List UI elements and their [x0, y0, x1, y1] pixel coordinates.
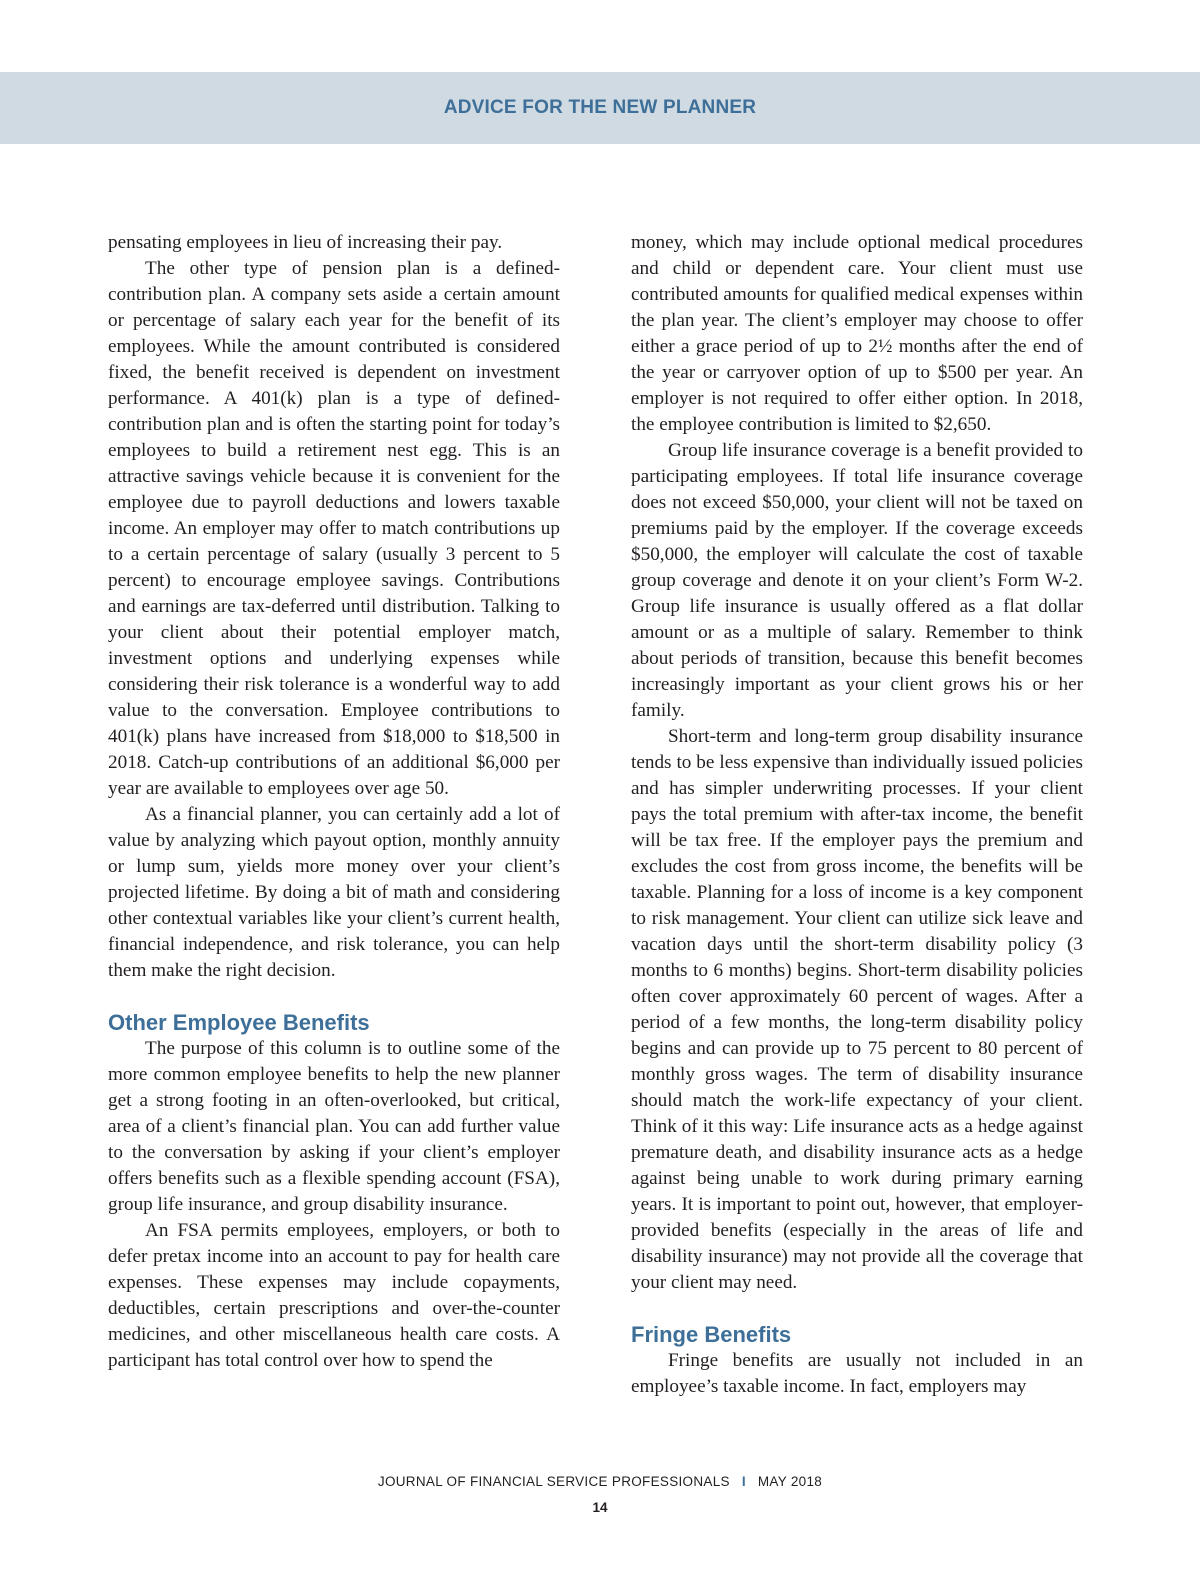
subheading-other-employee-benefits: Other Employee Benefits	[108, 1010, 370, 1035]
page-number: 14	[592, 1500, 608, 1515]
paragraph: money, which may include optional medical procedures and child or dependent care. Your client must use contributed amounts for qualified medical expenses within the plan year. The client’s employer may choose to offer either a grace period of up to 2½ months after the end of the year or carryover option of up to $500 per year. An employer is not required to offer either option. In 2018, the employee contribution is limited to $2,650.	[631, 232, 1083, 435]
footer-separator: I	[741, 1474, 746, 1489]
paragraph: Group life insurance coverage is a benefit provided to participating employees. If total life insurance coverage does not exceed $50,000, your client will not be taxed on premiums paid by the employer. If the coverage exceeds $50,000, the employer will calculate the cost of taxable group coverage and denote it on your client’s Form W-2. Group life insurance is usually offered as a flat dollar amount or as a multiple of salary. Remember to think about periods of transition, because this benefit becomes increasingly important as your client grows his or her family.	[631, 440, 1083, 721]
paragraph: As a financial planner, you can certainly add a lot of value by analyzing which payout option, monthly annuity or lump sum, yields more money over your client’s projected lifetime. By doing a bit of math and considering other contextual variables like your client’s current health, financial independence, and risk tolerance, you can help them make the right decision.	[108, 804, 560, 981]
subheading-fringe-benefits: Fringe Benefits	[631, 1322, 792, 1347]
left-column	[108, 230, 560, 1374]
right-column	[631, 230, 1083, 1400]
issue-date: MAY 2018	[757, 1474, 823, 1489]
paragraph: Fringe benefits are usually not included in an employee’s taxable income. In fact, employers may	[631, 1350, 1083, 1397]
section-title: ADVICE FOR THE NEW PLANNER	[443, 97, 757, 118]
header-banner	[0, 72, 1200, 144]
footer	[0, 1474, 1200, 1489]
paragraph: pensating employees in lieu of increasing their pay.	[108, 232, 503, 253]
paragraph: The purpose of this column is to outline some of the more common employee benefits to help the new planner get a strong footing in an often-overlooked, but critical, area of a client’s financial plan. You can add further value to the conversation by asking if your client’s employer offers benefits such as a flexible spending account (FSA), group life insurance, and group disability insurance.	[108, 1038, 560, 1215]
journal-name: JOURNAL OF FINANCIAL SERVICE PROFESSIONALS	[377, 1474, 730, 1489]
paragraph: The other type of pension plan is a defined-contribution plan. A company sets aside a certain amount or percentage of salary each year for the benefit of its employees. While the amount contributed is considered fixed, the benefit received is dependent on investment performance. A 401(k) plan is a type of defined-contribution plan and is often the starting point for today’s employees to build a retirement nest egg. This is an attractive savings vehicle because it is convenient for the employee due to payroll deductions and lowers taxable income. An employer may offer to match contributions up to a certain percentage of salary (usually 3 percent to 5 percent) to encourage employee savings. Contributions and earnings are tax-deferred until distribution. Talking to your client about their potential employer match, investment options and underlying expenses while considering their risk tolerance is a wonderful way to add value to the conversation. Employee contributions to 401(k) plans have increased from $18,000 to $18,500 in 2018. Catch-up contributions of an additional $6,000 per year are available to employees over age 50.	[108, 258, 560, 799]
paragraph: An FSA permits employees, employers, or both to defer pretax income into an account to pay for health care expenses. These expenses may include copayments, deductibles, certain prescriptions and over-the-counter medicines, and other miscellaneous health care costs. A participant has total control over how to spend the	[108, 1220, 560, 1371]
paragraph: Short-term and long-term group disability insurance tends to be less expensive than individually issued policies and has simpler underwriting processes. If your client pays the total premium with after-tax income, the benefit will be tax free. If the employer pays the premium and excludes the cost from gross income, the benefits will be taxable. Planning for a loss of income is a key component to risk management. Your client can utilize sick leave and vacation days until the short-term disability policy (3 months to 6 months) begins. Short-term disability policies often cover approximately 60 percent of wages. After a period of a few months, the long-term disability policy begins and can provide up to 75 percent to 80 percent of monthly gross wages. The term of disability insurance should match the work-life expectancy of your client. Think of it this way: Life insurance acts as a hedge against premature death, and disability insurance acts as a hedge against being unable to work during primary earning years. It is important to point out, however, that employer-provided benefits (especially in the areas of life and disability insurance) may not provide all the coverage that your client may need.	[631, 726, 1083, 1293]
